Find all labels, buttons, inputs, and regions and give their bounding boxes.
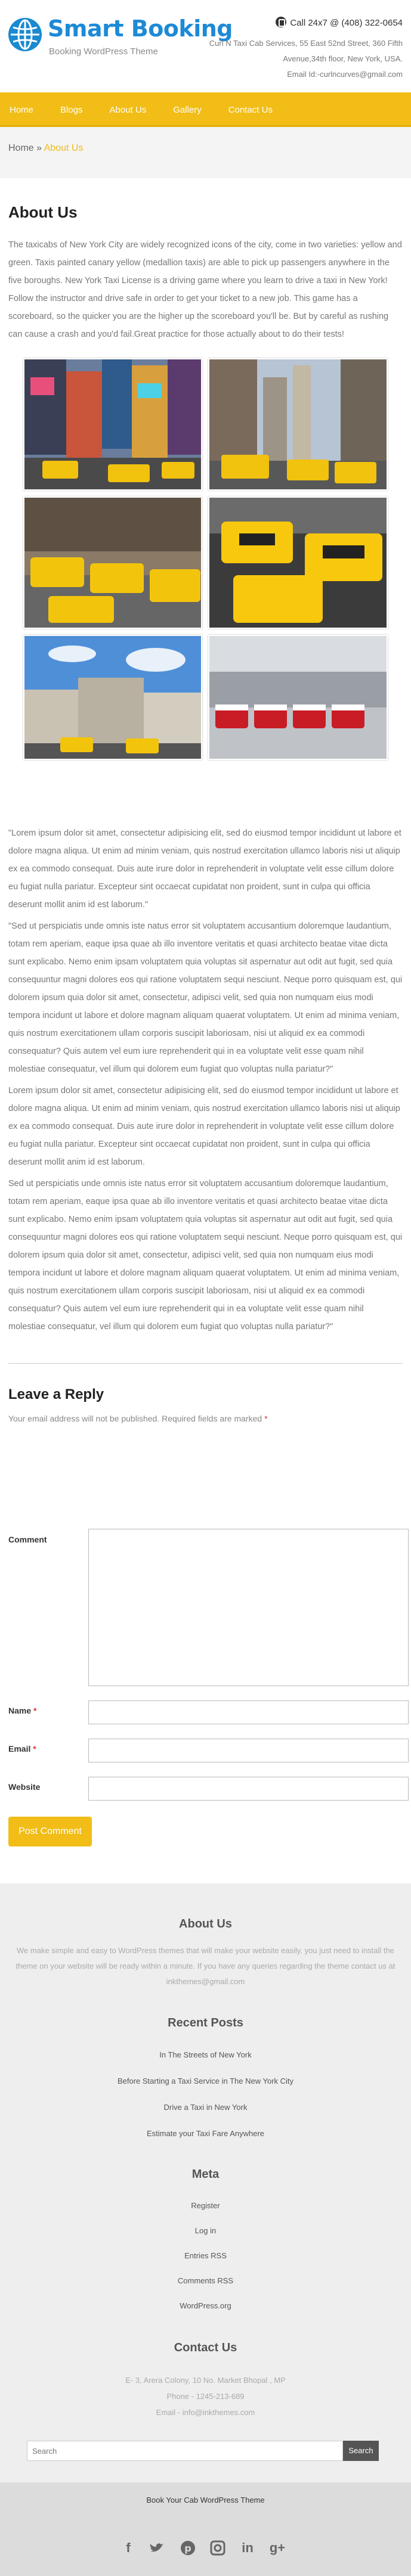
required-mark: *: [264, 1414, 268, 1423]
site-header: [0, 0, 411, 92]
email-label: [8, 1744, 36, 1753]
breadcrumb-separator: »: [36, 143, 42, 153]
reply-notes: [8, 1414, 403, 1423]
main-content: [0, 203, 411, 1423]
post-comment-button[interactable]: Post Comment: [8, 1817, 92, 1846]
footer-contact-address: E- 3, Arera Colony, 10 No. Market Bhopal , MP: [125, 2376, 286, 2385]
footer-credit[interactable]: Book Your Cab WordPress Theme: [146, 2496, 265, 2504]
footer-recent-title: Recent Posts: [168, 2016, 243, 2029]
search-input[interactable]: [27, 2441, 343, 2461]
breadcrumb-current: About Us: [44, 143, 84, 153]
recent-post-link[interactable]: Before Starting a Taxi Service in The New York City: [117, 2077, 294, 2085]
comment-textarea[interactable]: [88, 1529, 409, 1686]
footer-widgets: [0, 1883, 411, 2482]
header-address: Curl N Taxi Cab Services, 55 East 52nd Street, 360 Fifth Avenue,34th floor, New York, USA.: [209, 39, 403, 63]
footer-bottom: [0, 2482, 411, 2576]
body-paragraph-3: Lorem ipsum dolor sit amet, consectetur adipisicing elit, sed do eiusmod tempor incididunt ut labore et dolore magna aliqua. Ut enim ad minim veniam, quis nostrud exercitation ullamco laboris nisi ut aliquip ex ea commodo consequat. Duis aute irure dolor in reprehenderit in voluptate velit esse cillum dolore eu fugiat nulla pariatur. Excepteur sint occaecat cupidatat non proident, sunt in culpa qui officia deserunt mollit anim id est laborum.: [8, 1086, 400, 1167]
meta-entries-rss-link[interactable]: Entries RSS: [184, 2251, 227, 2260]
header-email: Email Id:-curlncurves@gmail.com: [287, 70, 403, 79]
name-input[interactable]: [88, 1700, 409, 1724]
recent-post-link[interactable]: In The Streets of New York: [159, 2050, 252, 2059]
website-input[interactable]: [88, 1777, 409, 1801]
recent-post-link[interactable]: Estimate your Taxi Fare Anywhere: [146, 2129, 264, 2138]
meta-comments-rss-link[interactable]: Comments RSS: [177, 2276, 234, 2285]
name-label-text: Name: [8, 1706, 32, 1715]
nav-item-gallery[interactable]: Gallery: [173, 104, 202, 115]
gallery-photo-city-street[interactable]: [208, 358, 388, 491]
gallery-photo-taxi-row[interactable]: [23, 496, 202, 629]
body-paragraph-4: Sed ut perspiciatis unde omnis iste natus error sit voluptatem accusantium doloremque laudantium, totam rem aperiam, eaque ipsa quae ab illo inventore veritatis et quasi architecto beatae vitae dicta sunt explicabo. Nemo enim ipsam voluptatem quia voluptas sit aspernatur aut odit aut fugit, sed quia consequuntur magni dolores eos qui ratione voluptatem sequi nesciunt. Neque porro quisquam est, qui dolorem ipsum quia dolor sit amet, consectetur, adipisci velit, sed quia non numquam eius modi tempora incidunt ut labore et dolore magnam aliquam quaerat voluptatem. Ut enim ad minima veniam, quis nostrum exercitationem ullam corporis suscipit laboriosam, nisi ut aliquid ex ea commodi consequatur? Quis autem vel eum iure reprehenderit qui in ea voluptate velit esse quam nihil molestiae consequatur, vel illum qui dolorem eum fugiat quo voluptas nulla pariatur?": [8, 1179, 403, 1332]
nav-item-contact-us[interactable]: Contact Us: [228, 104, 273, 115]
search-button[interactable]: Search: [343, 2441, 379, 2461]
footer-search: [27, 2441, 379, 2461]
footer-about-title: About Us: [179, 1917, 232, 1931]
header-address-block: [206, 36, 403, 82]
footer-contact-title: Contact Us: [174, 2341, 237, 2354]
site-title[interactable]: Smart Booking: [48, 15, 233, 42]
main-nav: [0, 92, 411, 127]
footer-contact-email[interactable]: Email - info@inkthemes.com: [156, 2408, 255, 2417]
photo-gallery: [23, 358, 388, 811]
footer-contact-phone: Phone - 1245-213-689: [166, 2392, 245, 2401]
page-title: About Us: [8, 203, 78, 221]
meta-login-link[interactable]: Log in: [194, 2226, 217, 2235]
website-label: Website: [8, 1782, 41, 1792]
nav-item-blogs[interactable]: Blogs: [60, 104, 83, 115]
footer-meta-title: Meta: [191, 2168, 220, 2181]
phone-icon: [276, 17, 286, 27]
site-tagline: Booking WordPress Theme: [49, 46, 158, 57]
pinterest-icon[interactable]: [179, 2539, 197, 2557]
gallery-photo-yellow-cabs[interactable]: [208, 496, 388, 629]
nav-item-home[interactable]: Home: [10, 104, 34, 115]
footer-about-text: We make simple and easy to WordPress themes that will make your website easily. you just need to install the theme on your website will be ready within a minute. If you have any queries regarding the theme contact us at inkthemes@gmail.com: [16, 1946, 395, 1986]
name-required-mark: *: [33, 1706, 37, 1715]
facebook-icon[interactable]: f: [126, 2540, 131, 2555]
gallery-photo-red-taxis[interactable]: [208, 635, 388, 760]
comment-form: [8, 1529, 411, 1809]
name-label: [8, 1706, 36, 1715]
breadcrumb: [0, 127, 411, 178]
logo-globe-icon[interactable]: [8, 18, 42, 51]
gallery-photo-buildings[interactable]: [23, 635, 202, 760]
reply-notes-text: Your email address will not be published. Required fields are marked: [8, 1414, 262, 1423]
gallery-photo-times-square[interactable]: [23, 358, 202, 491]
nav-item-about-us[interactable]: About Us: [109, 104, 147, 115]
header-phone: [276, 17, 403, 28]
body-paragraph-2: "Sed ut perspiciatis unde omnis iste natus error sit voluptatem accusantium doloremque laudantium, totam rem aperiam, eaque ipsa quae ab illo inventore veritatis et quasi architecto beatae vitae dicta sunt explicabo. Nemo enim ipsam voluptatem quia voluptas sit aspernatur aut odit aut fugit, sed quia consequuntur magni dolores eos qui ratione voluptatem sequi nesciunt. Neque porro quisquam est, qui dolorem ipsum quia dolor sit amet, consectetur, adipisci velit, sed quia non numquam eius modi tempora incidunt ut labore et dolore magnam aliquam quaerat voluptatem. Ut enim ad minima veniam, quis nostrum exercitationem ullam corporis suscipit laboriosam, nisi ut aliquid ex ea commodi consequatur? Quis autem vel eum iure reprehenderit qui in ea voluptate velit esse quam nihil molestiae consequatur, vel illum qui dolorem eum fugiat quo voluptas nulla pariatur?": [8, 921, 403, 1074]
email-required-mark: *: [33, 1744, 36, 1753]
body-paragraph-1: "Lorem ipsum dolor sit amet, consectetur adipisicing elit, sed do eiusmod tempor incididunt ut labore et dolore magna aliqua. Ut enim ad minim veniam, quis nostrud exercitation ullamco laboris nisi ut aliquip ex ea commodo consequat. Duis aute irure dolor in reprehenderit in voluptate velit esse cillum dolore eu fugiat nulla pariatur. Excepteur sint occaecat cupidatat non proident, sunt in culpa qui officia deserunt mollit anim id est laborum.": [8, 828, 401, 910]
header-phone-text: Call 24x7 @ (408) 322-0654: [290, 18, 403, 28]
social-links: [119, 2539, 292, 2557]
intro-paragraph: The taxicabs of New York City are widely recognized icons of the city, come in two varieties: yellow and green. Taxis painted canary yellow (medallion taxis) are able to pick up passengers anywhere in the five boroughs. New York Taxi License is a driving game where you learn to drive a taxi in New York! Follow the instructor and drive safe in order to get your ticket to a new job. This game has a scoreboard, so the quicker you are the higher up the scoreboard you'll be. But by careful as rushing can cause a crash and you'd fail.Great practice for those actually about to do their tests!: [8, 240, 402, 339]
google-plus-icon[interactable]: g+: [269, 2540, 286, 2555]
email-input[interactable]: [88, 1739, 409, 1762]
twitter-icon[interactable]: [148, 2539, 166, 2557]
svg-text:p: p: [184, 2543, 191, 2554]
recent-post-link[interactable]: Drive a Taxi in New York: [163, 2103, 248, 2112]
linkedin-icon[interactable]: in: [242, 2540, 254, 2555]
reply-title: Leave a Reply: [8, 1386, 104, 1402]
meta-wordpress-link[interactable]: WordPress.org: [180, 2301, 231, 2310]
meta-register-link[interactable]: Register: [191, 2201, 220, 2210]
instagram-icon[interactable]: [209, 2539, 227, 2557]
email-label-text: Email: [8, 1744, 31, 1753]
breadcrumb-home[interactable]: Home: [8, 143, 34, 153]
divider: [8, 1363, 403, 1364]
comment-label: Comment: [8, 1535, 47, 1544]
